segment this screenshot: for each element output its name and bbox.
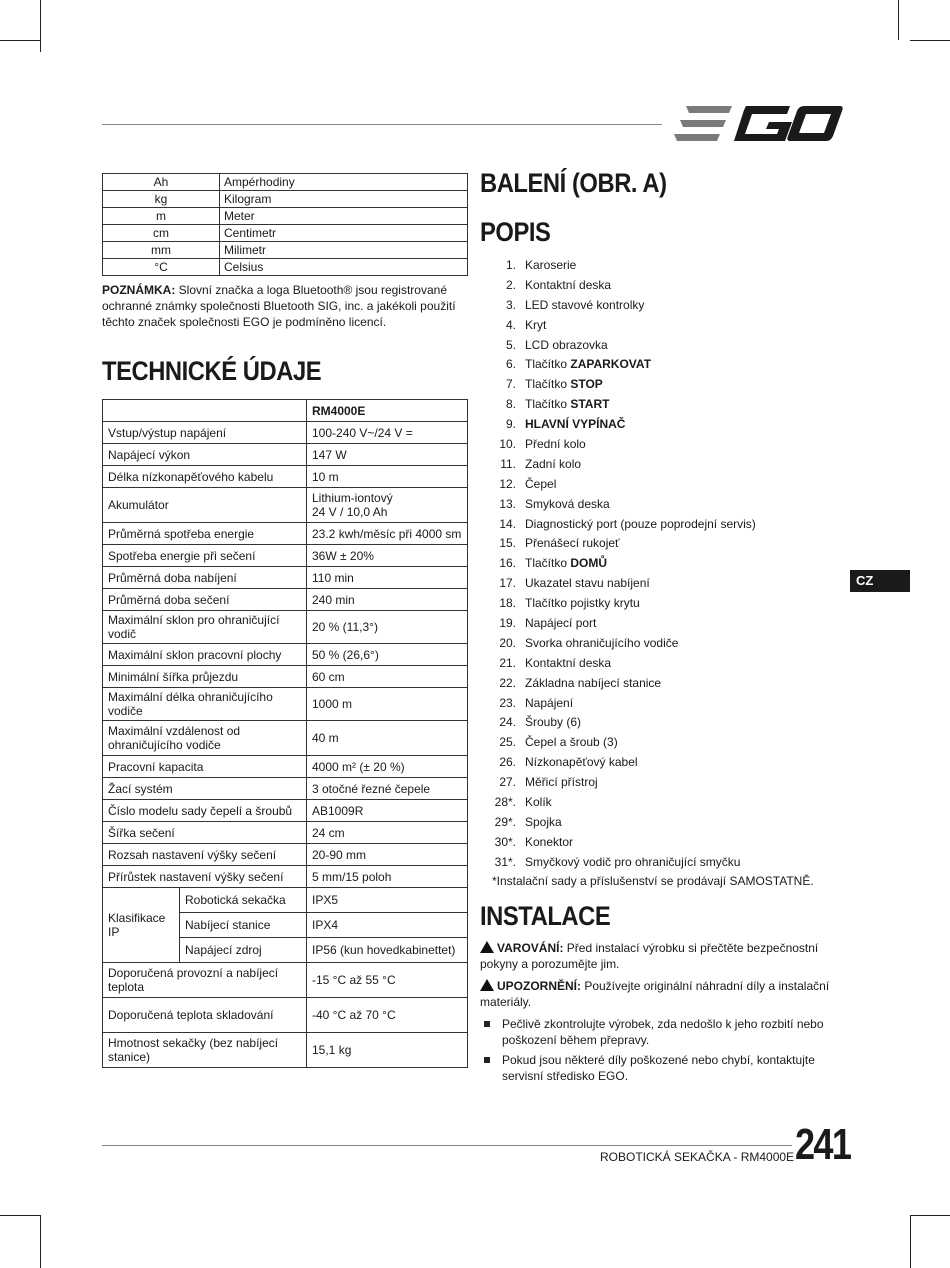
popis-item-text: Tlačítko (525, 357, 571, 372)
units-table (102, 173, 468, 276)
popis-item-number: 7. (505, 377, 516, 392)
unit-name: Kilogram (220, 191, 468, 208)
spec-label: Průměrná spotřeba energie (103, 523, 307, 545)
ego-logo (672, 104, 844, 144)
popis-item-number: 14. (499, 516, 516, 531)
popis-item-number: 30*. (494, 834, 516, 849)
popis-item-text: Šrouby (6) (525, 715, 582, 730)
bullet-square-icon (484, 1021, 490, 1027)
spec-label: Vstup/výstup napájení (103, 422, 307, 444)
spec-row (103, 866, 468, 888)
popis-item-number: 8. (505, 397, 516, 412)
spec-row (103, 721, 468, 756)
caution-label: UPOZORNĚNÍ: (497, 978, 581, 993)
unit-name: Celsius (220, 259, 468, 276)
popis-footnote: *Instalační sady a příslušenství se prodávají SAMOSTATNĚ. (492, 873, 814, 888)
spec-header-empty (103, 400, 307, 422)
popis-item (480, 574, 850, 594)
spec-value: 110 min (307, 567, 468, 589)
spec-label: Maximální délka ohraničujícího vodiče (103, 688, 307, 721)
spec-value: -15 °C až 55 °C (307, 963, 468, 998)
spec-label: Spotřeba energie při sečení (103, 545, 307, 567)
spec-label: Akumulátor (103, 488, 307, 523)
spec-value: Lithium-iontový 24 V / 10,0 Ah (307, 488, 468, 523)
spec-value: 60 cm (307, 666, 468, 688)
spec-value: 36W ± 20% (307, 545, 468, 567)
popis-item-text: Nízkonapěťový kabel (525, 755, 638, 770)
popis-item-text: Tlačítko (525, 397, 571, 412)
popis-item-text: Čepel (525, 476, 557, 491)
spec-row (103, 800, 468, 822)
spec-label: Rozsah nastavení výšky sečení (103, 844, 307, 866)
unit-abbr: mm (103, 242, 220, 259)
page-number: 241 (795, 1120, 851, 1169)
spec-row (103, 666, 468, 688)
popis-item-number: 13. (499, 496, 516, 511)
popis-item-number: 23. (499, 695, 516, 710)
popis-item (480, 276, 850, 296)
popis-item-bold: HLAVNÍ VYPÍNAČ (525, 417, 626, 432)
popis-item-text: Kryt (525, 317, 547, 332)
spec-header-row (103, 400, 468, 422)
baleni-title: BALENÍ (OBR. A) (480, 168, 667, 198)
spec-table (102, 399, 468, 1068)
spec-label: Délka nízkonapěťového kabelu (103, 466, 307, 488)
spec-value: 4000 m² (± 20 %) (307, 756, 468, 778)
instalace-title: INSTALACE (480, 900, 611, 931)
spec-row (103, 523, 468, 545)
popis-item-number: 22. (499, 675, 516, 690)
popis-item (480, 833, 850, 853)
spec-value: 3 otočné řezné čepele (307, 778, 468, 800)
popis-item-text: Čepel a šroub (3) (525, 735, 618, 750)
bullet-item (480, 1016, 850, 1048)
popis-item-text: Konektor (525, 834, 574, 849)
bullet-square-icon (484, 1057, 490, 1063)
spec-row (103, 822, 468, 844)
spec-row (103, 589, 468, 611)
unit-name: Centimetr (220, 225, 468, 242)
popis-item-number: 18. (499, 596, 516, 611)
popis-item-text: Přední kolo (525, 437, 586, 452)
spec-label: Číslo modelu sady čepelí a šroubů (103, 800, 307, 822)
popis-item (480, 495, 850, 515)
spec-value: 40 m (307, 721, 468, 756)
popis-item-text: Smyková deska (525, 496, 610, 511)
popis-item-text: LCD obrazovka (525, 337, 608, 352)
popis-item-text: Svorka ohraničujícího vodiče (525, 635, 679, 650)
crop-mark (40, 1215, 41, 1268)
popis-item (480, 515, 850, 535)
spec-label: Šířka sečení (103, 822, 307, 844)
spec-value: 15,1 kg (307, 1033, 468, 1068)
crop-mark (898, 0, 899, 40)
footer-rule (102, 1145, 792, 1146)
unit-abbr: m (103, 208, 220, 225)
popis-item (480, 853, 850, 873)
popis-item-text: Karoserie (525, 258, 577, 272)
warning-paragraph (480, 940, 850, 972)
unit-row (103, 242, 468, 259)
unit-row (103, 225, 468, 242)
popis-item-number: 19. (499, 616, 516, 631)
spec-model: RM4000E (307, 400, 468, 422)
spec-ip-row (103, 888, 468, 913)
caution-icon (480, 979, 494, 991)
popis-item-bold: STOP (570, 377, 603, 392)
spec-value: 23.2 kwh/měsíc při 4000 sm (307, 523, 468, 545)
popis-item (480, 375, 850, 395)
ego-logo-graphic (672, 104, 844, 144)
right-column (480, 168, 850, 1088)
popis-item (480, 395, 850, 415)
unit-row (103, 259, 468, 276)
unit-abbr: cm (103, 225, 220, 242)
popis-item-number: 25. (499, 735, 516, 750)
popis-item-text: Měřicí přístroj (525, 775, 598, 790)
unit-name: Ampérhodiny (220, 174, 468, 191)
bluetooth-note (102, 282, 468, 330)
popis-item-number: 1. (505, 258, 516, 272)
bullet-text: Pečlivě zkontrolujte výrobek, zda nedošlo k jeho rozbití nebo poškození během přepravy. (502, 1016, 824, 1047)
unit-abbr: Ah (103, 174, 220, 191)
crop-mark (910, 1215, 911, 1268)
popis-item-number: 11. (500, 456, 516, 471)
popis-item (480, 455, 850, 475)
spec-row (103, 688, 468, 721)
popis-item-number: 31*. (494, 854, 516, 869)
popis-item-text: Tlačítko (525, 377, 571, 392)
unit-row (103, 208, 468, 225)
popis-item (480, 614, 850, 634)
warning-text: Před instalací výrobku si přečtěte bezpečnostní pokyny a porozumějte jim. (480, 940, 819, 971)
spec-ip-value: IPX4 (307, 913, 468, 938)
popis-item-number: 15. (499, 536, 516, 551)
spec-row (103, 545, 468, 567)
popis-item-text: Základna nabíjecí stanice (525, 675, 662, 690)
spec-row (103, 1033, 468, 1068)
unit-abbr: °C (103, 259, 220, 276)
spec-label: Průměrná doba nabíjení (103, 567, 307, 589)
popis-item-bold: ZAPARKOVAT (570, 357, 652, 372)
spec-value: 10 m (307, 466, 468, 488)
popis-item-text: Tlačítko (525, 556, 571, 571)
spec-value: 100-240 V~/24 V = (307, 422, 468, 444)
spec-label: Maximální sklon pracovní plochy (103, 644, 307, 666)
popis-item-number: 5. (505, 337, 516, 352)
note-label: POZNÁMKA: (102, 283, 176, 297)
spec-value: 240 min (307, 589, 468, 611)
spec-ip-value: IPX5 (307, 888, 468, 913)
popis-item-number: 29*. (494, 814, 516, 829)
spec-row (103, 963, 468, 998)
tech-section (102, 356, 468, 1068)
popis-item-text: Přenášecí rukojeť (525, 536, 620, 551)
popis-item-number: 26. (499, 755, 516, 770)
spec-value: AB1009R (307, 800, 468, 822)
unit-name: Meter (220, 208, 468, 225)
popis-item-text: Kolík (525, 795, 552, 810)
spec-label: Pracovní kapacita (103, 756, 307, 778)
spec-ip-label: Nabíjecí stanice (180, 913, 307, 938)
spec-row (103, 998, 468, 1033)
unit-row (103, 174, 468, 191)
popis-item-number: 24. (499, 715, 516, 730)
popis-item-text: Smyčkový vodič pro ohraničující smyčku (525, 854, 741, 869)
note-text: Slovní značka a loga Bluetooth® jsou registrované ochranné známky společnosti Bluetooth SIG, inc. a jakékoli použití těchto značek společnosti EGO je podmíněno licencí. (102, 283, 456, 329)
popis-item (480, 256, 850, 276)
popis-item-number: 10. (499, 437, 516, 452)
bullet-item (480, 1052, 850, 1084)
popis-item (480, 316, 850, 336)
spec-value: 5 mm/15 poloh (307, 866, 468, 888)
spec-row (103, 778, 468, 800)
spec-ip-label: Robotická sekačka (180, 888, 307, 913)
popis-item (480, 296, 850, 316)
popis-item (480, 355, 850, 375)
popis-item-text: Zadní kolo (525, 456, 582, 471)
popis-item-number: 16. (499, 556, 516, 571)
popis-item (480, 634, 850, 654)
spec-row (103, 422, 468, 444)
warning-label: VAROVÁNÍ: (497, 940, 564, 955)
spec-row (103, 644, 468, 666)
popis-item-number: 20. (499, 635, 516, 650)
spec-ip-value: IP56 (kun hovedkabinettet) (307, 938, 468, 963)
spec-label: Minimální šířka průjezdu (103, 666, 307, 688)
tech-title: TECHNICKÉ ÚDAJE (102, 356, 322, 386)
popis-item (480, 674, 850, 694)
spec-value: 20-90 mm (307, 844, 468, 866)
popis-item-text: Napájecí port (525, 616, 597, 631)
crop-mark (40, 0, 41, 52)
popis-item-number: 28*. (494, 795, 516, 810)
spec-row (103, 567, 468, 589)
popis-item-text: Spojka (525, 814, 562, 829)
spec-row (103, 756, 468, 778)
popis-item-number: 3. (505, 297, 516, 312)
popis-item (480, 415, 850, 435)
popis-item-bold: START (570, 397, 610, 412)
crop-mark (0, 1215, 40, 1216)
spec-row (103, 611, 468, 644)
spec-value: 20 % (11,3°) (307, 611, 468, 644)
popis-item (480, 435, 850, 455)
spec-label: Napájecí výkon (103, 444, 307, 466)
spec-value: -40 °C až 70 °C (307, 998, 468, 1033)
popis-item-number: 21. (499, 655, 516, 670)
spec-row (103, 444, 468, 466)
unit-name: Milimetr (220, 242, 468, 259)
popis-item-text: LED stavové kontrolky (525, 297, 645, 312)
popis-item-bold: DOMŮ (570, 556, 608, 571)
popis-item-number: 2. (505, 277, 516, 292)
warning-icon (480, 941, 494, 953)
instalace-section (480, 901, 850, 1084)
spec-label: Přírůstek nastavení výšky sečení (103, 866, 307, 888)
popis-item (480, 694, 850, 714)
popis-item-text: Kontaktní deska (525, 277, 612, 292)
crop-mark (0, 40, 40, 41)
spec-value: 50 % (26,6°) (307, 644, 468, 666)
bullet-text: Pokud jsou některé díly poškozené nebo chybí, kontaktujte servisní středisko EGO. (502, 1052, 815, 1083)
spec-ip-label: Napájecí zdroj (180, 938, 307, 963)
popis-item-number: 4. (505, 317, 516, 332)
caution-text: Používejte originální náhradní díly a instalační materiály. (480, 978, 830, 1009)
popis-item (480, 773, 850, 793)
unit-row (103, 191, 468, 208)
spec-value: 24 cm (307, 822, 468, 844)
popis-item (480, 713, 850, 733)
crop-mark (910, 1215, 950, 1216)
spec-label: Průměrná doba sečení (103, 589, 307, 611)
spec-label: Maximální vzdálenost od ohraničujícího vodiče (103, 721, 307, 756)
caution-paragraph (480, 978, 850, 1010)
popis-title: POPIS (480, 217, 551, 247)
popis-item-text: Diagnostický port (pouze poprodejní servis) (525, 516, 756, 531)
popis-item-number: 9. (505, 417, 516, 432)
spec-label: Hmotnost sekačky (bez nabíjecí stanice) (103, 1033, 307, 1068)
popis-item-number: 6. (505, 357, 516, 372)
unit-abbr: kg (103, 191, 220, 208)
popis-item (480, 654, 850, 674)
popis-item (480, 475, 850, 495)
language-tab: CZ (850, 570, 910, 592)
popis-item (480, 336, 850, 356)
popis-item-number: 12. (499, 476, 516, 491)
spec-label: Doporučená provozní a nabíjecí teplota (103, 963, 307, 998)
spec-label: Maximální sklon pro ohraničující vodič (103, 611, 307, 644)
spec-value: 1000 m (307, 688, 468, 721)
spec-row (103, 844, 468, 866)
left-column (102, 173, 468, 1068)
popis-item-text: Kontaktní deska (525, 655, 612, 670)
spec-row (103, 466, 468, 488)
popis-item (480, 733, 850, 753)
popis-item-text: Ukazatel stavu nabíjení (525, 576, 650, 591)
popis-list (480, 256, 850, 873)
popis-item-text: Napájení (525, 695, 574, 710)
spec-value: 147 W (307, 444, 468, 466)
crop-mark (910, 40, 950, 41)
popis-item (480, 813, 850, 833)
popis-item-number: 27. (499, 775, 516, 790)
popis-item-text: Tlačítko pojistky krytu (525, 596, 640, 611)
popis-item (480, 753, 850, 773)
popis-item (480, 793, 850, 813)
spec-ip-group-label: Klasifikace IP (103, 888, 180, 963)
popis-item (480, 554, 850, 574)
header-rule (102, 124, 662, 125)
footer-product-name: ROBOTICKÁ SEKAČKA - RM4000E (600, 1150, 795, 1164)
popis-item (480, 534, 850, 554)
spec-label: Žací systém (103, 778, 307, 800)
popis-item-number: 17. (499, 576, 516, 591)
popis-item (480, 594, 850, 614)
spec-label: Doporučená teplota skladování (103, 998, 307, 1033)
spec-row (103, 488, 468, 523)
